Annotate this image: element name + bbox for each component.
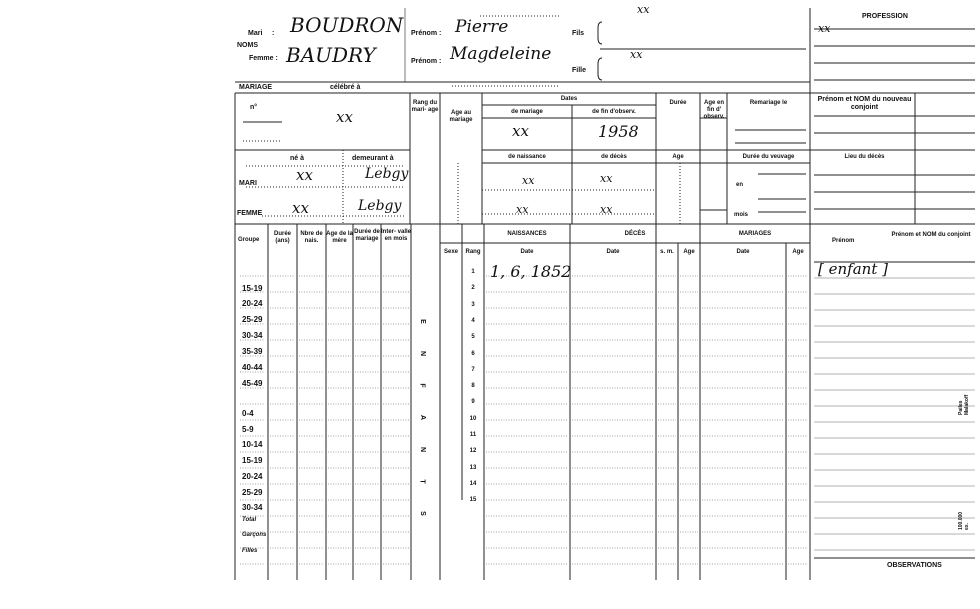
groupe-label: 20-24 bbox=[242, 472, 263, 481]
deces-header: de décès bbox=[601, 154, 627, 160]
mari-row-label: MARI bbox=[239, 180, 257, 187]
groupe-label: 30-34 bbox=[242, 503, 263, 512]
colon: : bbox=[272, 30, 275, 37]
celebre-label: célébré à bbox=[330, 84, 361, 91]
rang-number: 6 bbox=[471, 350, 475, 357]
rang-number: 5 bbox=[471, 334, 475, 341]
mari-ne-value[interactable]: xx bbox=[296, 166, 313, 184]
groupe-label: Garçons bbox=[242, 532, 267, 538]
nbre-nais-header: Nbre de nais. bbox=[300, 231, 323, 244]
groupe-label: 5-9 bbox=[242, 425, 254, 434]
enfants-letter: N bbox=[419, 350, 427, 357]
profession-value[interactable]: xx bbox=[818, 22, 831, 35]
fin-observ-header: de fin d'observ. bbox=[592, 109, 636, 115]
mariage-title: MARIAGE bbox=[239, 84, 273, 91]
rang-number: 7 bbox=[471, 366, 475, 373]
femme-deces-value[interactable]: xx bbox=[600, 203, 613, 216]
age-mere-header: Age de la mère bbox=[326, 231, 353, 244]
enfants-letter: T bbox=[418, 479, 426, 484]
duree-ans-header: Durée (ans) bbox=[273, 231, 291, 244]
mari-naissance-value[interactable]: xx bbox=[522, 174, 535, 187]
fils-label: Fils bbox=[572, 30, 585, 37]
naissance-header: de naissance bbox=[508, 154, 546, 160]
rang-number: 9 bbox=[471, 399, 475, 406]
demeurant-label: demeurant à bbox=[352, 155, 394, 162]
mari-name[interactable]: BOUDRON bbox=[290, 13, 404, 37]
groupe-header: Groupe bbox=[238, 237, 260, 243]
deces-date-header: Date bbox=[606, 249, 620, 255]
groupe-label: 35-39 bbox=[242, 347, 263, 356]
rang-number: 14 bbox=[469, 480, 477, 487]
duree-mariage-header: Durée de mariage bbox=[354, 229, 380, 242]
sexe-header: Sexe bbox=[443, 249, 458, 255]
rang-number: 11 bbox=[469, 432, 477, 438]
enfants-letter: N bbox=[419, 446, 427, 453]
enfants-letter: E bbox=[418, 319, 426, 324]
prenom-nom-conjoint-header: Prénom et NOM du conjoint bbox=[891, 232, 971, 238]
first-birth-date[interactable]: 1, 6, 1852 bbox=[490, 262, 572, 281]
mari-prenom[interactable]: Pierre bbox=[455, 17, 509, 37]
age-mariage-header: Age au mariage bbox=[449, 110, 473, 123]
de-mariage-header: de mariage bbox=[511, 109, 543, 115]
intervalle-header: Inter- valle en mois bbox=[381, 229, 412, 242]
femme-label: Femme : bbox=[249, 55, 278, 62]
deces-col-header: DÉCÈS bbox=[624, 231, 646, 237]
sm-header: s. m. bbox=[660, 249, 674, 255]
mari-deces-value[interactable]: xx bbox=[600, 172, 613, 185]
mariage-date-value[interactable]: xx bbox=[512, 122, 529, 140]
enfants-letter: F bbox=[418, 383, 426, 388]
mariages-header: MARIAGES bbox=[738, 231, 772, 237]
mois-label: mois bbox=[734, 212, 749, 218]
groupe-label: 25-29 bbox=[242, 315, 263, 324]
veuvage-header: Durée du veuvage bbox=[742, 154, 795, 160]
femme-row-label: FEMME bbox=[237, 210, 263, 217]
rang-number: 1 bbox=[471, 269, 475, 275]
rang-number: 13 bbox=[469, 464, 477, 471]
femme-prenom[interactable]: Magdeleine bbox=[450, 44, 552, 64]
dates-header: Dates bbox=[560, 96, 578, 102]
first-child-prenom[interactable]: [ enfant ] bbox=[818, 260, 888, 278]
duree-header: Durée bbox=[669, 100, 687, 106]
femme-ne-value[interactable]: xx bbox=[292, 199, 309, 217]
rang-number: 12 bbox=[469, 448, 477, 455]
celebre-value[interactable]: xx bbox=[336, 108, 353, 126]
groupe-label: 25-29 bbox=[242, 488, 263, 497]
mari-label: Mari bbox=[248, 30, 263, 37]
groupe-label: 40-44 bbox=[242, 363, 263, 372]
fille-label: Fille bbox=[572, 67, 587, 74]
remariage-header: Remariage le bbox=[749, 100, 788, 106]
rang-number: 2 bbox=[471, 285, 475, 292]
femme-prenom-label: Prénom : bbox=[411, 58, 442, 65]
prenom-header: Prénom bbox=[832, 238, 855, 244]
groupe-label: Total bbox=[242, 517, 257, 523]
groupe-label: 20-24 bbox=[242, 299, 263, 308]
mariages-date-header: Date bbox=[736, 249, 750, 255]
rang-header: Rang du mari- age bbox=[411, 100, 439, 113]
ne-a-label: né à bbox=[290, 155, 305, 162]
groupe-label: 15-19 bbox=[242, 284, 263, 293]
femme-dem-value[interactable]: Lebgy bbox=[358, 198, 402, 214]
deces-age-header: Age bbox=[683, 249, 695, 255]
groupe-label: Filles bbox=[242, 548, 258, 554]
fils-value[interactable]: xx bbox=[637, 3, 650, 16]
age-fin-header: Age en fin d' observ. bbox=[703, 100, 725, 120]
rang-number: 15 bbox=[469, 497, 477, 504]
groupe-label: 30-34 bbox=[242, 331, 263, 340]
groupe-label: 10-14 bbox=[242, 440, 263, 449]
numero-label: n° bbox=[250, 104, 258, 111]
groupe-label: 15-19 bbox=[242, 456, 263, 465]
noms-label: NOMS bbox=[237, 42, 258, 49]
rang-col-header: Rang bbox=[465, 249, 481, 255]
rang-number: 4 bbox=[471, 317, 475, 324]
rang-number: 3 bbox=[471, 301, 475, 308]
nouveau-conjoint-header: Prénom et NOM du nouveau conjoint bbox=[817, 96, 912, 111]
naissances-header: NAISSANCES bbox=[507, 231, 547, 237]
groupe-label: 0-4 bbox=[242, 409, 254, 418]
enfants-letter: A bbox=[419, 414, 427, 421]
mari-dem-value[interactable]: Lebgy bbox=[365, 166, 409, 182]
femme-naissance-value[interactable]: xx bbox=[516, 203, 529, 216]
fille-value[interactable]: xx bbox=[630, 48, 643, 61]
rang-number: 10 bbox=[469, 415, 477, 422]
enfants-letter: S bbox=[418, 511, 426, 516]
groupe-label: 45-49 bbox=[242, 379, 263, 388]
side-note-count: 100.000 ex. bbox=[958, 511, 970, 530]
observations-label: OBSERVATIONS bbox=[887, 562, 942, 569]
mari-prenom-label: Prénom : bbox=[411, 30, 442, 37]
fin-observ-value[interactable]: 1958 bbox=[598, 122, 639, 141]
rang-number: 8 bbox=[471, 383, 475, 390]
lieu-deces-header: Lieu du décès bbox=[844, 154, 885, 160]
mariages-age-header: Age bbox=[792, 249, 804, 255]
side-note-printer: Pailes Malakoff bbox=[958, 394, 970, 415]
profession-label: PROFESSION bbox=[862, 13, 908, 20]
age-header: Age bbox=[672, 154, 684, 160]
naissances-date-header: Date bbox=[520, 249, 534, 255]
en-label: en bbox=[736, 182, 744, 188]
femme-name[interactable]: BAUDRY bbox=[286, 43, 376, 67]
